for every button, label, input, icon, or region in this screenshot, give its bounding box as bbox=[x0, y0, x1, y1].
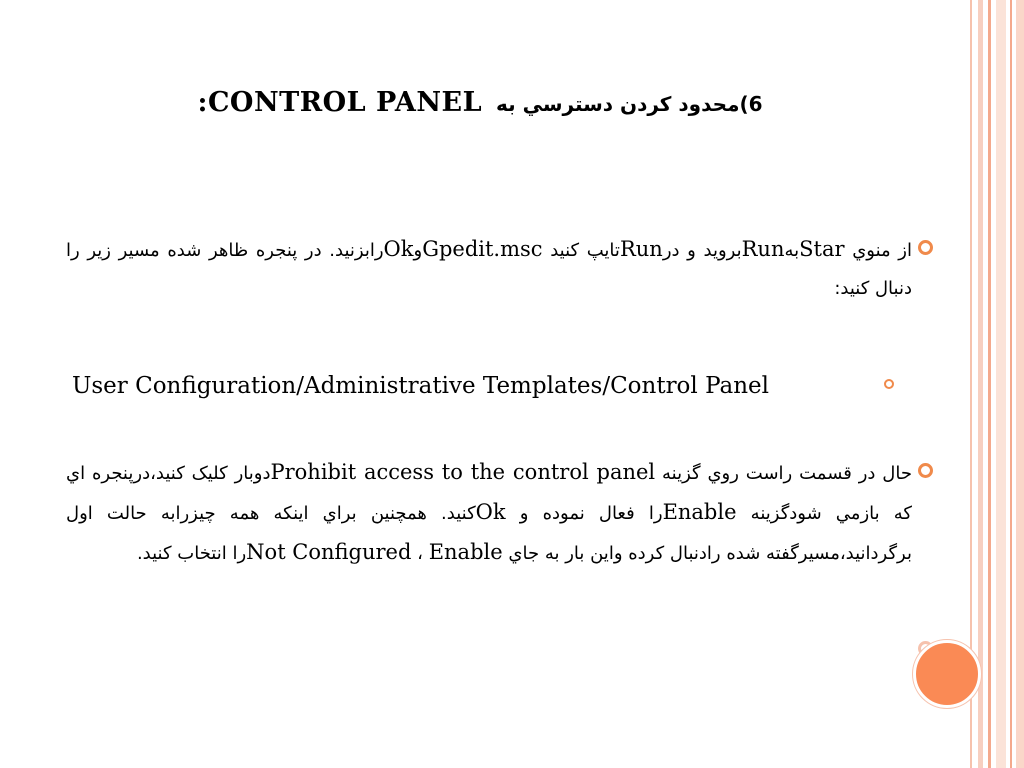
text-segment: را انتخاب كنيد. bbox=[136, 543, 247, 564]
term-ok: Ok bbox=[383, 237, 414, 261]
text-segment: رابزنید. در پنجره ظاهر شده مسیر زیر را دنبال کنید: bbox=[66, 240, 912, 299]
bullet-icon bbox=[918, 463, 933, 478]
term-gpedit: Gpedit.msc bbox=[422, 237, 543, 261]
text-segment: ، bbox=[411, 543, 429, 564]
text-segment: حال در قسمت راست روي گزينه bbox=[655, 463, 912, 484]
term-star: Star bbox=[799, 237, 845, 261]
term-enable: Enable bbox=[428, 540, 503, 564]
paragraph-prohibit-access bbox=[66, 453, 912, 573]
slide-title bbox=[150, 88, 810, 119]
stripe bbox=[978, 0, 983, 768]
text-segment: از منوي bbox=[844, 240, 913, 261]
text-segment: بروید و در bbox=[662, 240, 742, 261]
term-enable: Enable bbox=[662, 500, 737, 524]
term-ok: Ok bbox=[475, 500, 506, 524]
text-segment: دوبار كليک كنيد،درپنجره اي كه بازمي شودگزينه bbox=[66, 463, 912, 524]
stripe bbox=[996, 0, 1006, 768]
term-prohibit-access: Prohibit access to the control panel bbox=[270, 460, 656, 484]
right-edge-stripes bbox=[970, 0, 1024, 768]
decorative-orb bbox=[913, 640, 981, 708]
term-run: Run bbox=[741, 237, 785, 261]
text-segment: کنید. همچنین براي اينكه همه چيزرابه حالت اول برگردانيد،مسيرگفته شده رادنبال كرده واين بار به جاي bbox=[66, 503, 912, 564]
stripe bbox=[988, 0, 991, 768]
title-text-en: CONTROL PANEL bbox=[207, 87, 483, 118]
stripe bbox=[1016, 0, 1024, 768]
term-run: Run bbox=[619, 237, 663, 261]
title-text-fa: محدود كردن دسترسي به bbox=[496, 92, 740, 116]
bullet-icon bbox=[918, 240, 933, 255]
text-segment: به bbox=[784, 240, 800, 261]
registry-path: User Configuration/Administrative Templates/Control Panel bbox=[72, 373, 770, 399]
text-segment: را فعال نموده و bbox=[505, 503, 663, 524]
text-segment: تایپ کنید bbox=[542, 240, 620, 261]
title-colon: : bbox=[197, 87, 208, 118]
title-number: 6) bbox=[739, 92, 763, 116]
stripe bbox=[1010, 0, 1012, 768]
paragraph-run-gpedit bbox=[66, 230, 912, 308]
term-not-configured: Not Configured bbox=[246, 540, 412, 564]
text-segment: و bbox=[413, 240, 423, 261]
